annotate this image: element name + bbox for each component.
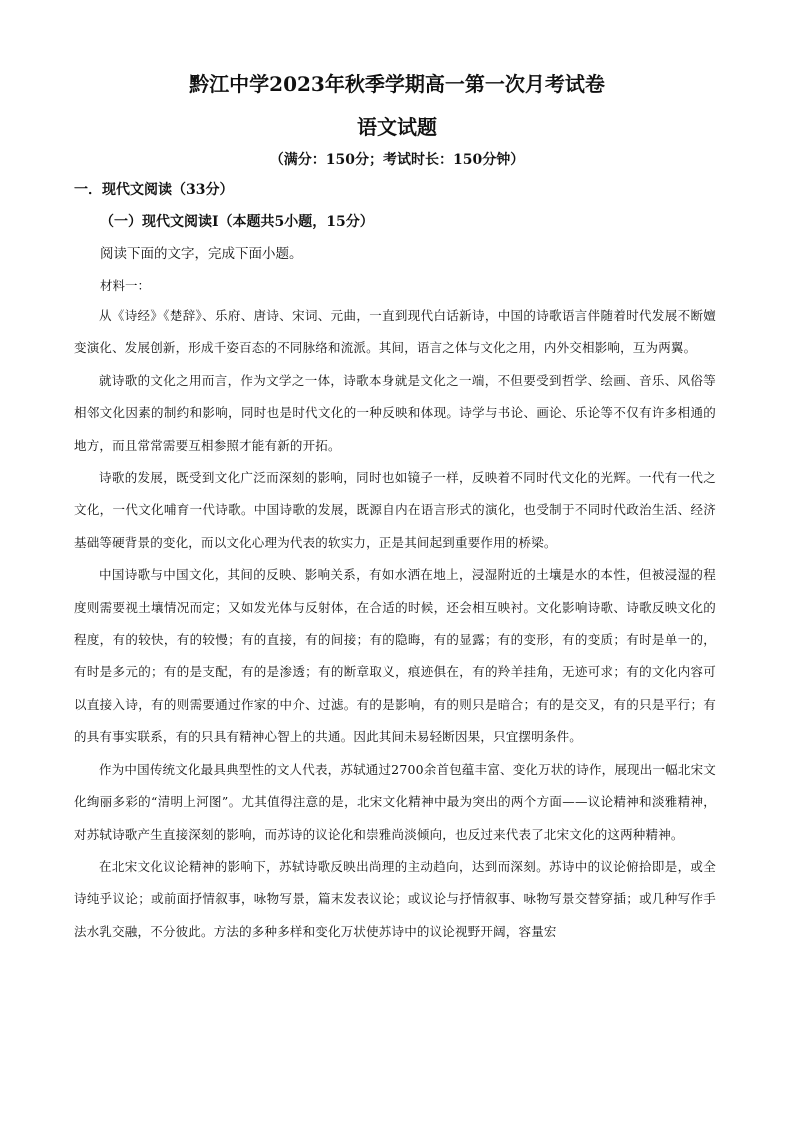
exam-title: 黔江中学2023年秋季学期高一第一次月考试卷 — [189, 72, 605, 96]
passage-body — [74, 300, 716, 948]
reading-instruction: 阅读下面的文字，完成下面小题。 — [100, 246, 303, 262]
paragraph: 中国诗歌与中国文化，其间的反映、影响关系，有如水洒在地上，浸湿附近的土壤是水的本性，但被浸湿的程度则需要视土壤情况而定；又如发光体与反射体，在合适的时候，还会相互映衬。文化影响诗歌、诗歌反映文化的程度，有的较快，有的较慢；有的直接，有的间接；有的隐晦，有的显露；有的变形，有的变质；有时是单一的，有时是多元的；有的是支配，有的是渗透；有的断章取义，痕迹俱在，有的羚羊挂角，无迹可求；有的文化内容可以直接入诗，有的则需要通过作家的中介、过滤。有的是影响，有的则只是暗合；有的是交叉，有的只是平行；有的具有事实联系，有的只具有精神心智上的共通。因此其间未易轻断因果，只宜摆明条件。 — [74, 567, 716, 745]
paragraph: 就诗歌的文化之用而言，作为文学之一体，诗歌本身就是文化之一端，不但要受到哲学、绘画、音乐、风俗等相邻文化因素的制约和影响，同时也是时代文化的一种反映和体现。诗学与书论、画论、乐论等不仅有许多相通的地方，而且常常需要互相参照才能有新的开拓。 — [74, 372, 716, 453]
subject-title: 语文试题 — [357, 115, 437, 139]
section-heading: 一．现代文阅读（33分） — [74, 182, 234, 198]
paragraph: 诗歌的发展，既受到文化广泛而深刻的影响，同时也如镜子一样，反映着不同时代文化的光辉。一代有一代之文化，一代文化哺育一代诗歌。中国诗歌的发展，既源自内在语言形式的演化，也受制于不同时代政治生活、经济基础等硬背景的变化，而以文化心理为代表的软实力，正是其间起到重要作用的桥梁。 — [74, 470, 716, 550]
subsection-heading: （一）现代文阅读Ⅰ（本题共5小题，15分） — [100, 214, 374, 230]
paragraph: 在北宋文化议论精神的影响下，苏轼诗歌反映出尚理的主动趋向，达到而深刻。苏诗中的议论俯拾即是，或全诗纯乎议论；或前面抒情叙事，咏物写景，篇末发表议论；或议论与抒情叙事、咏物写景交替穿插；或几种写作手法水乳交融，不分彼此。方法的多种多样和变化万状使苏诗中的议论视野开阔，容量宏 — [74, 858, 716, 939]
material-label: 材料一： — [100, 278, 151, 293]
exam-info: （满分：150分；考试时长：150分钟） — [269, 152, 525, 168]
paragraph: 作为中国传统文化最具典型性的文人代表，苏轼通过2700余首包蕴丰富、变化万状的诗作，展现出一幅北宋文化绚丽多彩的“清明上河图”。尤其值得注意的是，北宋文化精神中最为突出的两个方面——议论精神和淡雅精神，对苏轼诗歌产生直接深刻的影响，而苏诗的议论化和崇雅尚淡倾向，也反过来代表了北宋文化的这两种精神。 — [74, 761, 716, 842]
paragraph: 从《诗经》《楚辞》、乐府、唐诗、宋词、元曲，一直到现代白话新诗，中国的诗歌语言伴随着时代发展不断嬗变演化、发展创新，形成千姿百态的不同脉络和流派。其间，语言之体与文化之用，内外交相影响，互为两翼。 — [74, 308, 716, 356]
